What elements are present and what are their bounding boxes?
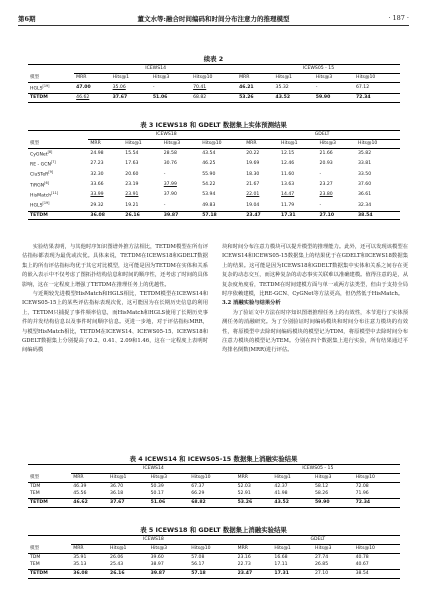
metric-header: Hits@10 [191, 73, 237, 82]
value-cell: 23.47 [236, 570, 273, 579]
table-row [28, 499, 400, 508]
metric-header: Hits@1 [123, 139, 161, 148]
value-cell: 37.99 [163, 181, 177, 187]
table-row [28, 561, 400, 569]
value-cell: 51.06 [151, 93, 191, 102]
value-cell: 23.47 [244, 211, 279, 220]
value-cell: 59.90 [314, 93, 354, 102]
blank-cell [28, 131, 88, 140]
value-cell: 46.62 [71, 499, 108, 508]
value-cell: 35.13 [73, 562, 87, 568]
metric-header: Hits@3 [149, 544, 190, 553]
metric-header: MRR [74, 73, 110, 82]
group-header: ICEWS14 [74, 65, 237, 74]
table2-caption: 续表 2 [203, 55, 224, 63]
table-row [28, 93, 400, 102]
value-cell: - [163, 202, 166, 208]
paragraph: 块和时间分布注意力模块可以提升模型的推理能力。此外，还可以发现该模型在ICEWS14和ICEWS05-15数据集上的结果优于在GDELT和ICEWS18数据集上的结果。这可能是因为ICEWS18和GDELT数据集中实体和关系之间存在更复杂的动态交互，而这种复杂的动态事实关联难以准确建模。值得注意的是，从复杂度角度看，TETDM在时间建模方面与单一或两方法类型，但由于支持全局时序依赖建模，比RE-GCN、CyGNet等方法更高，但仍然低于HisMatch。 [222, 244, 408, 298]
metric-header: MRR [237, 73, 273, 82]
group-header: GDELT [244, 131, 400, 140]
value-cell: 72.34 [354, 499, 400, 508]
metric-header: Hits@10 [354, 473, 400, 482]
metric-header: Hits@3 [313, 544, 354, 553]
value-cell: 40.78 [355, 554, 369, 560]
value-cell: 38.97 [150, 562, 164, 568]
model-name: TEM [30, 491, 40, 497]
value-cell: 11.60 [281, 171, 295, 177]
value-cell: 19.69 [246, 161, 260, 167]
value-cell: 46.62 [74, 93, 110, 102]
value-cell: 21.66 [319, 150, 333, 156]
value-cell: 35.82 [357, 150, 372, 156]
group-header: ICEWS05 - 15 [236, 465, 400, 474]
value-cell: 17.31 [279, 211, 317, 220]
paragraph: 与近期较先进模型HisMatch和HGLS相比，TETDM模型在ICEWS14和ICEWS05-15上的某些评估指标表现次优，这可能因为在长期历史信息的利用上，TETDM只捕捉了事件频率信息，而HisMatch和HGLS使用了长期历史事件的并发结构信息以及事件时间顺序信息。更进一步地，对于评估指标MRR，与模型HisMatch相比，TETDM在ICEWS14、ICEWS05-15、ICEWS18和GDELT数据集上分别提高了0.2、0.41、2.09和1.46，这在一定程度上表明时间编码模 [22, 291, 208, 354]
table3 [28, 130, 400, 220]
value-cell: 18.30 [246, 171, 260, 177]
group-header: ICEWS18 [71, 536, 235, 545]
model-name: HisMatch[11] [30, 190, 59, 199]
value-cell: 27.74 [314, 554, 329, 560]
value-cell: 37.67 [108, 499, 149, 508]
value-cell: 23.19 [125, 181, 139, 187]
value-cell: 39.87 [162, 211, 200, 220]
page-header [0, 0, 427, 44]
value-cell: 39.87 [149, 570, 190, 579]
blank-cell [28, 536, 71, 545]
table-row [28, 482, 400, 490]
value-cell: 53.94 [202, 192, 216, 198]
value-cell: 36.61 [357, 192, 372, 198]
value-cell: 58.12 [314, 483, 329, 489]
value-cell: 11.79 [281, 202, 295, 208]
value-cell: 37.90 [163, 192, 177, 198]
table-row [28, 570, 400, 579]
value-cell: 45.56 [73, 491, 87, 497]
value-cell: 26.16 [108, 570, 149, 579]
value-cell: 50.17 [150, 491, 164, 497]
value-cell: 68.82 [191, 93, 237, 102]
value-cell: 56.17 [191, 562, 205, 568]
value-cell: 46.21 [239, 84, 254, 90]
model-name: TiRGN[6] [30, 180, 49, 189]
value-cell: 16.68 [274, 554, 288, 560]
value-cell: 17.63 [125, 161, 139, 167]
value-cell: 33.66 [90, 181, 104, 187]
metric-header: MRR [71, 544, 108, 553]
value-cell: 37.67 [111, 93, 151, 102]
value-cell: 36.08 [88, 211, 123, 220]
metric-header: Hits@1 [274, 73, 314, 82]
value-cell: 17.11 [274, 562, 288, 568]
table-row [28, 211, 400, 220]
model-header: 模型 [28, 473, 71, 482]
value-cell: 55.90 [202, 171, 216, 177]
model-name: HGLS[19] [30, 83, 50, 92]
value-cell: 21.67 [246, 181, 260, 187]
metric-header: Hits@3 [151, 73, 191, 82]
table-row [28, 190, 400, 200]
value-cell: 35.91 [73, 554, 87, 560]
value-cell: 43.52 [272, 499, 313, 508]
value-cell: 67.37 [191, 483, 205, 489]
table-row [28, 148, 400, 159]
value-cell: 19.04 [246, 202, 260, 208]
metric-header: Hits@10 [356, 139, 400, 148]
model-name: TEM [30, 562, 40, 568]
value-cell: 46.25 [202, 161, 216, 167]
blank-cell [28, 465, 71, 474]
value-cell: 51.06 [149, 499, 190, 508]
value-cell: 72.34 [354, 93, 400, 102]
table-row [28, 490, 400, 498]
value-cell: 53.26 [236, 499, 273, 508]
table5-caption: 表 5 ICEWS18 和 GDELT 数据集上消融实验结果 [140, 526, 287, 534]
metric-header: Hits@10 [354, 544, 400, 553]
value-cell: 36.08 [71, 570, 108, 579]
section-heading: 3.2 消融实验与结果分析 [222, 300, 281, 307]
value-cell: 40.67 [355, 562, 369, 568]
value-cell: 52.91 [237, 491, 251, 497]
group-header: GDELT [236, 536, 400, 545]
value-cell: 49.83 [202, 202, 216, 208]
group-header: ICEWS05 - 15 [237, 65, 400, 74]
value-cell: 33.50 [357, 171, 372, 177]
value-cell: 67.12 [355, 84, 370, 90]
metric-header: Hits@10 [189, 544, 235, 553]
value-cell: 41.98 [274, 491, 288, 497]
value-cell: 57.18 [189, 570, 235, 579]
model-name: HGLS[19] [30, 201, 50, 209]
value-cell: 33.99 [90, 192, 104, 198]
value-cell: 12.15 [281, 150, 295, 156]
value-cell: 37.60 [357, 181, 372, 187]
value-cell: 27.10 [318, 211, 356, 220]
value-cell: 22.73 [237, 562, 251, 568]
value-cell: 27.10 [313, 570, 354, 579]
value-cell: 71.96 [355, 491, 369, 497]
table4 [28, 464, 400, 508]
model-name: TETDM [28, 570, 71, 579]
table5 [28, 535, 400, 579]
group-header: ICEWS18 [88, 131, 244, 140]
table3-caption: 表 3 ICEWS18 和 GDELT 数据集上实体预测结果 [140, 121, 287, 129]
page-number: · 187 · [388, 14, 409, 22]
value-cell: 59.90 [313, 499, 354, 508]
metric-header: Hits@3 [313, 473, 354, 482]
metric-header: Hits@1 [279, 139, 317, 148]
table-row [28, 169, 400, 179]
value-cell: - [319, 202, 322, 208]
value-cell: - [315, 84, 318, 90]
value-cell: 38.54 [356, 211, 400, 220]
table-row [28, 82, 400, 93]
table-row [28, 159, 400, 169]
value-cell: 42.37 [274, 483, 288, 489]
value-cell: 23.16 [237, 554, 251, 560]
value-cell: 13.63 [281, 181, 295, 187]
paragraph: 实验结果表明，与其他时序知识图谱外推方法相比，TETDM模型在所有评估指标都表现为最优或次优。具体来说，TETDM在ICEWS18和GDELT数据集上的所有评估指标均优于其它对比模型，这可能是因为TETDM在实体和关系的嵌入表示中不仅考虑了图拓扑结构信息和时间的顺序性，还考虑了时间的具体影响，这在一定程度上增强了TETDM在推理任务上的优越性。 [22, 244, 208, 288]
model-name: TDM [30, 554, 41, 560]
value-cell: 70.41 [193, 84, 207, 90]
running-title: 董文水等:融合时间编码和时间分布注意力的推理模型 [137, 15, 290, 23]
metric-header: MRR [71, 473, 108, 482]
table-row [28, 200, 400, 211]
value-cell: 57.18 [200, 211, 244, 220]
right-column [222, 243, 408, 356]
value-cell: 43.54 [202, 150, 216, 156]
value-cell: 29.32 [90, 202, 104, 208]
value-cell: 24.98 [90, 150, 104, 156]
value-cell: 32.34 [357, 202, 372, 208]
value-cell: - [152, 84, 155, 90]
model-name: CyGNet[8] [30, 149, 53, 158]
value-cell: 36.70 [110, 483, 124, 489]
value-cell: 52.03 [237, 483, 251, 489]
model-name: CluSTeR[9] [30, 170, 54, 178]
value-cell: 35.32 [275, 84, 289, 90]
metric-header: Hits@3 [314, 73, 354, 82]
value-cell: 33.81 [357, 161, 372, 167]
value-cell: 25.43 [110, 562, 124, 568]
value-cell: 22.01 [246, 192, 260, 198]
value-cell: 58.26 [314, 491, 329, 497]
paragraph: 为了验证文中方法在时序知识图谱推理任务上的有效性，本节进行了实体预测任务的消融研究。为了分别验证时间编码模块和时间分布注意力模块的有效性，将原模型中去除时间编码模块的模型记为TDM，将原模型中去除时间分布注意力模块的模型记为TEM。分别在四个数据集上进行实验，所有结果通过平均排名倒数(MRR)进行评估。 [222, 309, 408, 354]
group-header: ICEWS14 [71, 465, 235, 474]
value-cell: 30.76 [163, 161, 177, 167]
metric-header: Hits@10 [189, 473, 235, 482]
blank-cell [28, 65, 74, 74]
model-header: 模型 [28, 73, 74, 82]
value-cell: 66.29 [191, 491, 205, 497]
metric-header: Hits@10 [200, 139, 244, 148]
value-cell: 23.27 [319, 181, 333, 187]
issue-number: 第6期 [18, 15, 36, 23]
value-cell: 20.60 [125, 171, 139, 177]
value-cell: 43.52 [274, 93, 314, 102]
value-cell: 57.08 [191, 554, 205, 560]
value-cell: 26.06 [110, 554, 124, 560]
metric-header: Hits@1 [108, 473, 149, 482]
table4-caption: 表 4 ICEWS14 和 ICEWS05-15 数据集上消融实验结果 [129, 455, 298, 463]
value-cell: 36.18 [110, 491, 124, 497]
model-name: RE - GCN[7] [30, 159, 56, 168]
value-cell: 17.31 [272, 570, 313, 579]
value-cell: 53.26 [237, 93, 273, 102]
value-cell: 47.00 [76, 84, 91, 90]
metric-header: Hits@3 [162, 139, 200, 148]
value-cell: 14.47 [281, 192, 295, 198]
value-cell: 68.82 [189, 499, 235, 508]
value-cell: 26.16 [123, 211, 161, 220]
value-cell: 39.60 [150, 554, 164, 560]
model-header: 模型 [28, 544, 71, 553]
value-cell: 54.22 [202, 181, 216, 187]
header-rule [18, 25, 409, 26]
table-row [28, 553, 400, 561]
table2 [28, 64, 400, 103]
metric-header: Hits@3 [149, 473, 190, 482]
metric-header: Hits@1 [108, 544, 149, 553]
value-cell: 23.80 [319, 192, 333, 198]
metric-header: Hits@10 [354, 73, 400, 82]
metric-header: Hits@1 [272, 473, 313, 482]
value-cell: 38.54 [354, 570, 400, 579]
left-column [22, 243, 208, 356]
table-row [28, 180, 400, 190]
value-cell: 26.85 [314, 562, 329, 568]
metric-header: MRR [236, 544, 273, 553]
metric-header: Hits@3 [318, 139, 356, 148]
value-cell: 50.39 [150, 483, 164, 489]
metric-header: Hits@1 [111, 73, 151, 82]
value-cell: 35.06 [112, 84, 126, 90]
value-cell: 46.39 [73, 483, 87, 489]
metric-header: MRR [88, 139, 123, 148]
value-cell: 28.58 [163, 150, 177, 156]
value-cell: 20.22 [246, 150, 260, 156]
value-cell: 15.54 [125, 150, 139, 156]
model-name: TETDM [28, 211, 88, 220]
model-name: TDM [30, 483, 41, 489]
value-cell: - [319, 171, 322, 177]
metric-header: Hits@1 [272, 544, 313, 553]
value-cell: 19.21 [125, 202, 139, 208]
value-cell: 23.91 [125, 192, 139, 198]
value-cell: 32.30 [90, 171, 104, 177]
metric-header: MRR [236, 473, 273, 482]
value-cell: 72.08 [355, 483, 369, 489]
value-cell: 12.46 [281, 161, 295, 167]
value-cell: 20.93 [319, 161, 333, 167]
value-cell: 27.23 [90, 161, 104, 167]
model-header: 模型 [28, 139, 88, 148]
model-name: TETDM [28, 93, 74, 102]
value-cell: - [163, 171, 166, 177]
metric-header: MRR [244, 139, 279, 148]
model-name: TETDM [28, 499, 71, 508]
